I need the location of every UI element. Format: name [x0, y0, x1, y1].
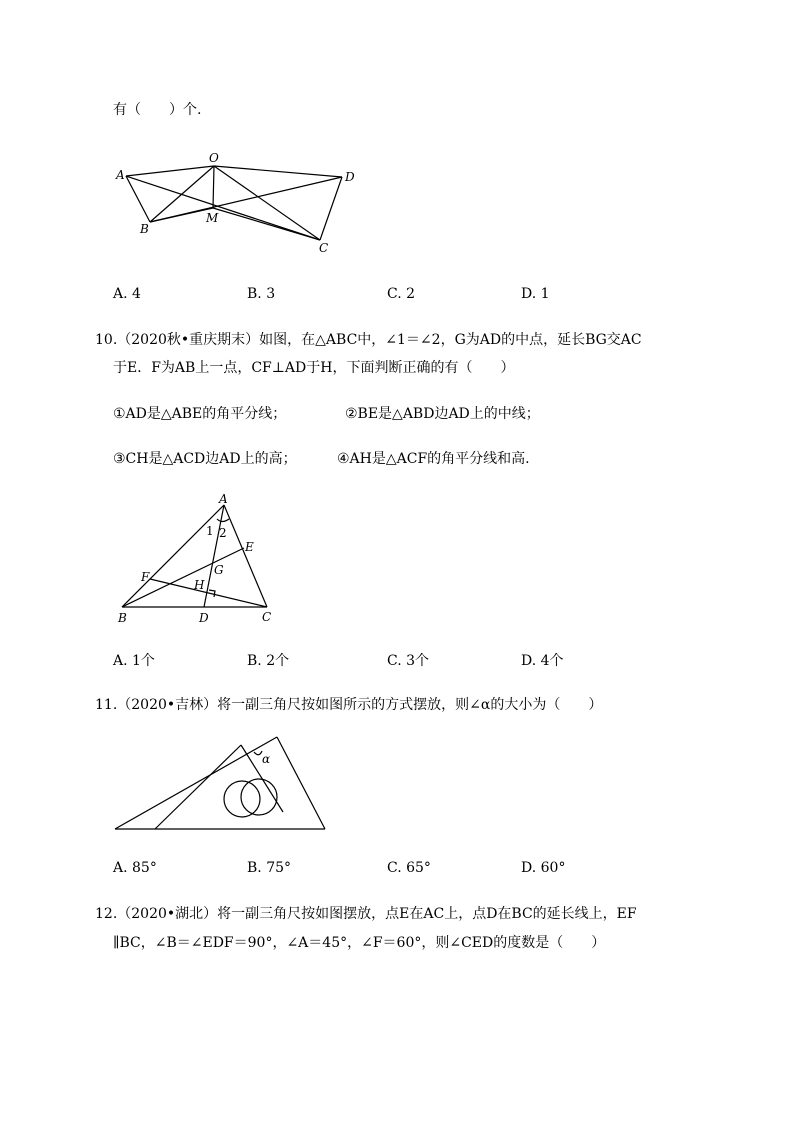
q12-stem-line1: 12.（2020•湖北）将一副三角尺按如图摆放，点E在AC上，点D在BC的延长线上，EF [95, 906, 637, 922]
q11-option-b: B. 75° [247, 860, 292, 876]
q10-label-1: 1 [206, 524, 214, 538]
q10-statement-3: ③CH是△ACD边AD上的高； [113, 451, 297, 467]
q11-label-alpha: α [262, 752, 271, 766]
q11-option-a: A. 85° [113, 860, 157, 876]
q10-label-2: 2 [219, 526, 227, 540]
q10-statement-1: ①AD是△ABE的角平分线； [113, 406, 287, 422]
q10-option-a: A. 1个 [113, 653, 155, 669]
q9-option-b: B. 3 [247, 286, 276, 302]
q10-stem-line1: 10.（2020秋•重庆期末）如图，在△ABC中，∠1＝∠2，G为AD的中点，延长BG交AC [95, 332, 642, 348]
q9-option-c: C. 2 [387, 286, 416, 302]
q9-label-b: B [140, 222, 149, 236]
q9-option-d: D. 1 [521, 286, 550, 302]
q10-option-d: D. 4个 [521, 653, 564, 669]
q10-label-a: A [219, 492, 228, 506]
q10-label-f: F [141, 570, 150, 584]
q11-option-d: D. 60° [521, 860, 566, 876]
q10-option-b: B. 2个 [247, 653, 290, 669]
q9-option-a: A. 4 [113, 286, 141, 302]
q9-label-o: O [209, 151, 219, 165]
q9-label-d: D [345, 170, 355, 184]
q10-label-e: E [245, 540, 254, 554]
q11-stem-line1: 11.（2020•吉林）将一副三角尺按如图所示的方式摆放，则∠α的大小为（ ） [95, 697, 603, 713]
q9-tail-text: 有（ ）个. [113, 102, 202, 118]
q10-label-h: H [194, 578, 205, 592]
q10-label-g: G [214, 563, 224, 577]
q10-label-c: C [262, 610, 272, 624]
q9-label-a: A [116, 168, 125, 182]
q12-stem-line2: ∥BC，∠B＝∠EDF＝90°，∠A＝45°，∠F＝60°，则∠CED的度数是（ ） [113, 935, 606, 951]
q10-label-b: B [118, 611, 127, 625]
q9-label-m: M [206, 211, 219, 225]
q10-stem-line2: 于E．F为AB上一点，CF⊥AD于H，下面判断正确的有（ ） [113, 360, 515, 376]
q11-lines [115, 737, 325, 829]
q10-statement-4: ④AH是△ACF的角平分线和高. [337, 451, 530, 467]
q10-statement-2: ②BE是△ABD边AD上的中线； [345, 406, 540, 422]
q10-label-d: D [199, 611, 209, 625]
q9-label-c: C [319, 241, 329, 255]
q11-option-c: C. 65° [387, 860, 431, 876]
q10-option-c: C. 3个 [387, 653, 430, 669]
